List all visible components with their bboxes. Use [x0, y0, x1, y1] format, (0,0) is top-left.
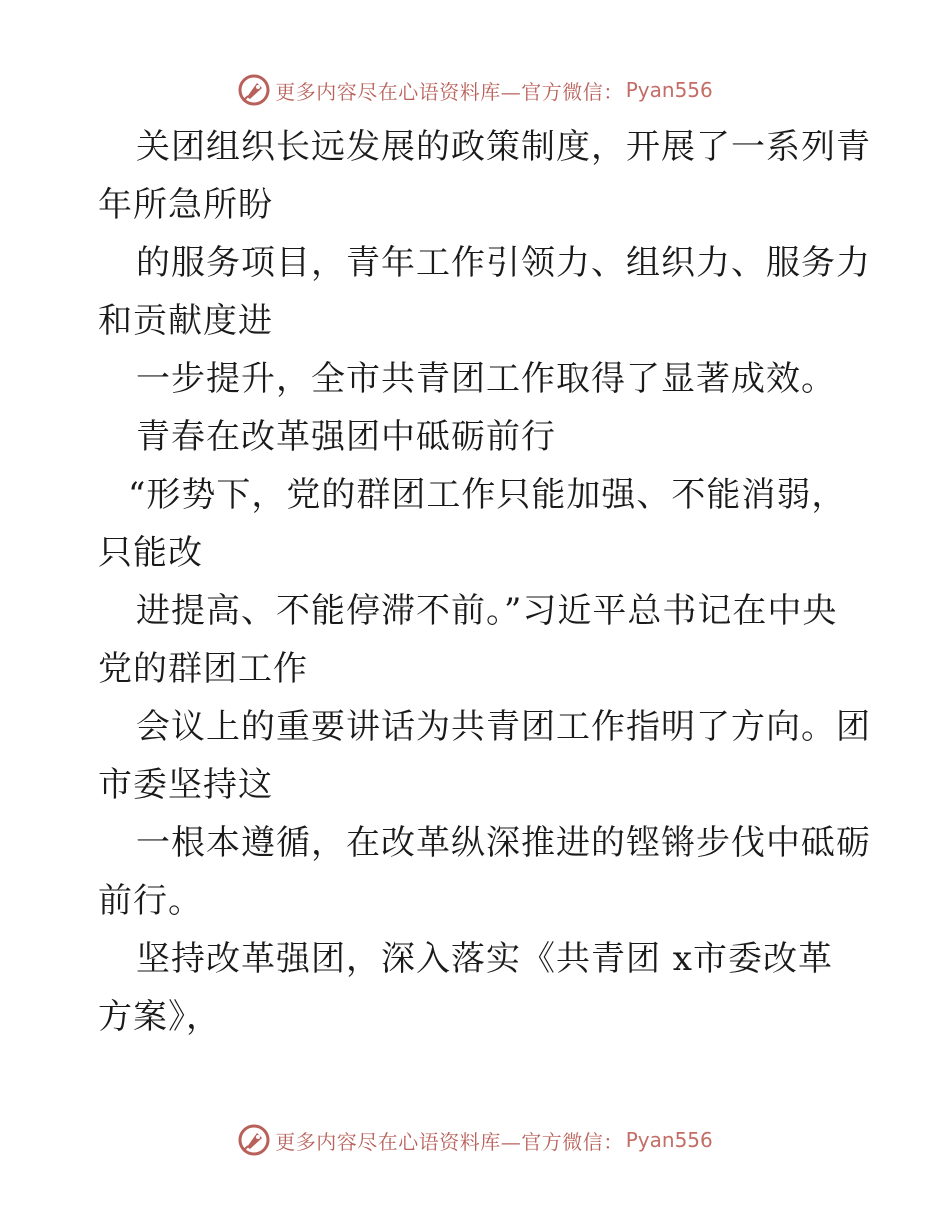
paragraph-line: 只能改: [98, 533, 203, 573]
paragraph-line: 年所急所盼: [98, 185, 273, 225]
banner-slogan: 更多内容尽在心语资料库—官方微信：: [275, 79, 624, 104]
paragraph-line: 关团组织长远发展的政策制度，开展了一系列青: [136, 127, 871, 167]
paragraph-line: “形势下，党的群团工作只能加强、不能消弱，: [128, 475, 847, 515]
wechat-handle: Pyan556: [625, 78, 713, 102]
paragraph-line: 市委坚持这: [98, 765, 273, 805]
pen-nib-logo-icon: [237, 1123, 271, 1157]
paragraph-line: 的服务项目，青年工作引领力、组织力、服务力: [136, 243, 871, 283]
paragraph-line: 前行。: [98, 881, 203, 921]
paragraph-line: 一步提升，全市共青团工作取得了显著成效。: [136, 359, 836, 399]
paragraph-line: 坚持改革强团，深入落实《共青团 x市委改革: [136, 939, 833, 979]
paragraph-line: 一根本遵循，在改革纵深推进的铿锵步伐中砥砺: [136, 823, 871, 863]
pen-nib-logo-icon: [237, 73, 271, 107]
paragraph-line: 和贡献度进: [98, 301, 273, 341]
section-heading: 青春在改革强团中砥砺前行: [136, 417, 556, 457]
paragraph-line: 党的群团工作: [98, 649, 308, 689]
header-banner: [0, 70, 950, 110]
paragraph-line: 方案》，: [98, 997, 221, 1037]
document-body: [98, 118, 871, 1046]
footer-banner: [0, 1120, 950, 1160]
paragraph-line: 会议上的重要讲话为共青团工作指明了方向。团: [136, 707, 871, 747]
banner-slogan: 更多内容尽在心语资料库—官方微信：: [275, 1129, 624, 1154]
paragraph-line: 进提高、不能停滞不前。”习近平总书记在中央: [136, 591, 838, 631]
wechat-handle: Pyan556: [625, 1128, 713, 1152]
